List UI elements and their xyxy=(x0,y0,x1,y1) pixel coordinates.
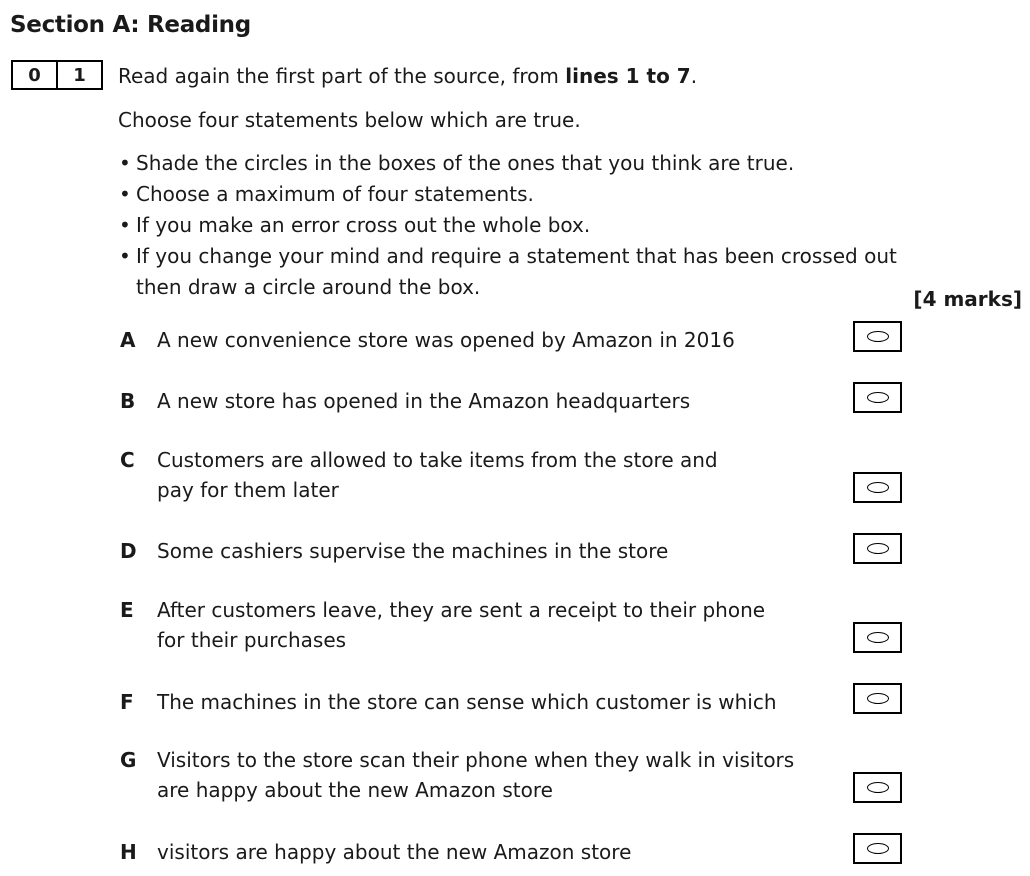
answer-circle[interactable] xyxy=(867,693,889,704)
section-title: Section A: Reading xyxy=(10,12,251,38)
option-letter: G xyxy=(120,748,137,772)
intro-line-reference: lines 1 to 7 xyxy=(565,64,691,88)
option-text-line: Customers are allowed to take items from the store and xyxy=(157,448,718,472)
question-intro xyxy=(118,62,697,90)
option-text-line: for their purchases xyxy=(157,628,347,652)
question-number-digit: 0 xyxy=(28,64,41,86)
answer-box-g[interactable] xyxy=(853,772,902,803)
answer-box-d[interactable] xyxy=(853,533,902,564)
option-text xyxy=(157,837,797,867)
option-letter: E xyxy=(120,598,134,622)
option-text-line: The machines in the store can sense which customer is which xyxy=(157,690,777,714)
question-number-box xyxy=(11,60,103,90)
intro-prefix: Read again the first part of the source, from xyxy=(118,64,566,88)
option-text-line: Visitors to the store scan their phone when they walk in visitors xyxy=(157,748,795,772)
intro-suffix: . xyxy=(690,64,698,88)
option-text xyxy=(157,445,797,505)
instruction-bullet: • If you make an error cross out the whole box. xyxy=(118,210,938,241)
answer-circle[interactable] xyxy=(867,632,889,643)
answer-box-b[interactable] xyxy=(853,382,902,413)
option-text-line: After customers leave, they are sent a receipt to their phone xyxy=(157,598,766,622)
option-letter: D xyxy=(120,539,137,563)
option-text xyxy=(157,536,797,566)
instruction-bullet: • Choose a maximum of four statements. xyxy=(118,179,938,210)
option-text-line: pay for them later xyxy=(157,478,339,502)
option-text xyxy=(157,687,797,717)
instruction-bullet: • Shade the circles in the boxes of the ones that you think are true. xyxy=(118,148,938,179)
answer-circle[interactable] xyxy=(867,331,889,342)
option-letter: B xyxy=(120,389,136,413)
answer-circle[interactable] xyxy=(867,482,889,493)
option-text-line: A new convenience store was opened by Amazon in 2016 xyxy=(157,328,735,352)
marks-label: [4 marks] xyxy=(913,287,1022,311)
option-letter: H xyxy=(120,840,137,864)
answer-box-c[interactable] xyxy=(853,472,902,503)
option-text-line: are happy about the new Amazon store xyxy=(157,778,553,802)
answer-circle[interactable] xyxy=(867,782,889,793)
question-number-digit: 1 xyxy=(56,62,101,88)
option-text-line: visitors are happy about the new Amazon store xyxy=(157,840,632,864)
option-letter: F xyxy=(120,690,134,714)
option-text-line: A new store has opened in the Amazon headquarters xyxy=(157,389,691,413)
answer-box-h[interactable] xyxy=(853,833,902,864)
question-instruction: Choose four statements below which are true. xyxy=(118,108,581,132)
answer-circle[interactable] xyxy=(867,843,889,854)
option-text xyxy=(157,325,797,355)
instruction-bullet: • If you change your mind and require a statement that has been crossed out xyxy=(118,241,938,272)
answer-box-e[interactable] xyxy=(853,622,902,653)
answer-box-a[interactable] xyxy=(853,321,902,352)
option-text xyxy=(157,386,797,416)
instruction-bullets xyxy=(118,148,938,303)
option-text-line: Some cashiers supervise the machines in the store xyxy=(157,539,669,563)
answer-box-f[interactable] xyxy=(853,683,902,714)
answer-circle[interactable] xyxy=(867,392,889,403)
instruction-bullet-continuation: then draw a circle around the box. xyxy=(136,275,481,299)
option-letter: C xyxy=(120,448,135,472)
answer-circle[interactable] xyxy=(867,543,889,554)
option-letter: A xyxy=(120,328,136,352)
option-text xyxy=(157,745,817,805)
option-text xyxy=(157,595,797,655)
